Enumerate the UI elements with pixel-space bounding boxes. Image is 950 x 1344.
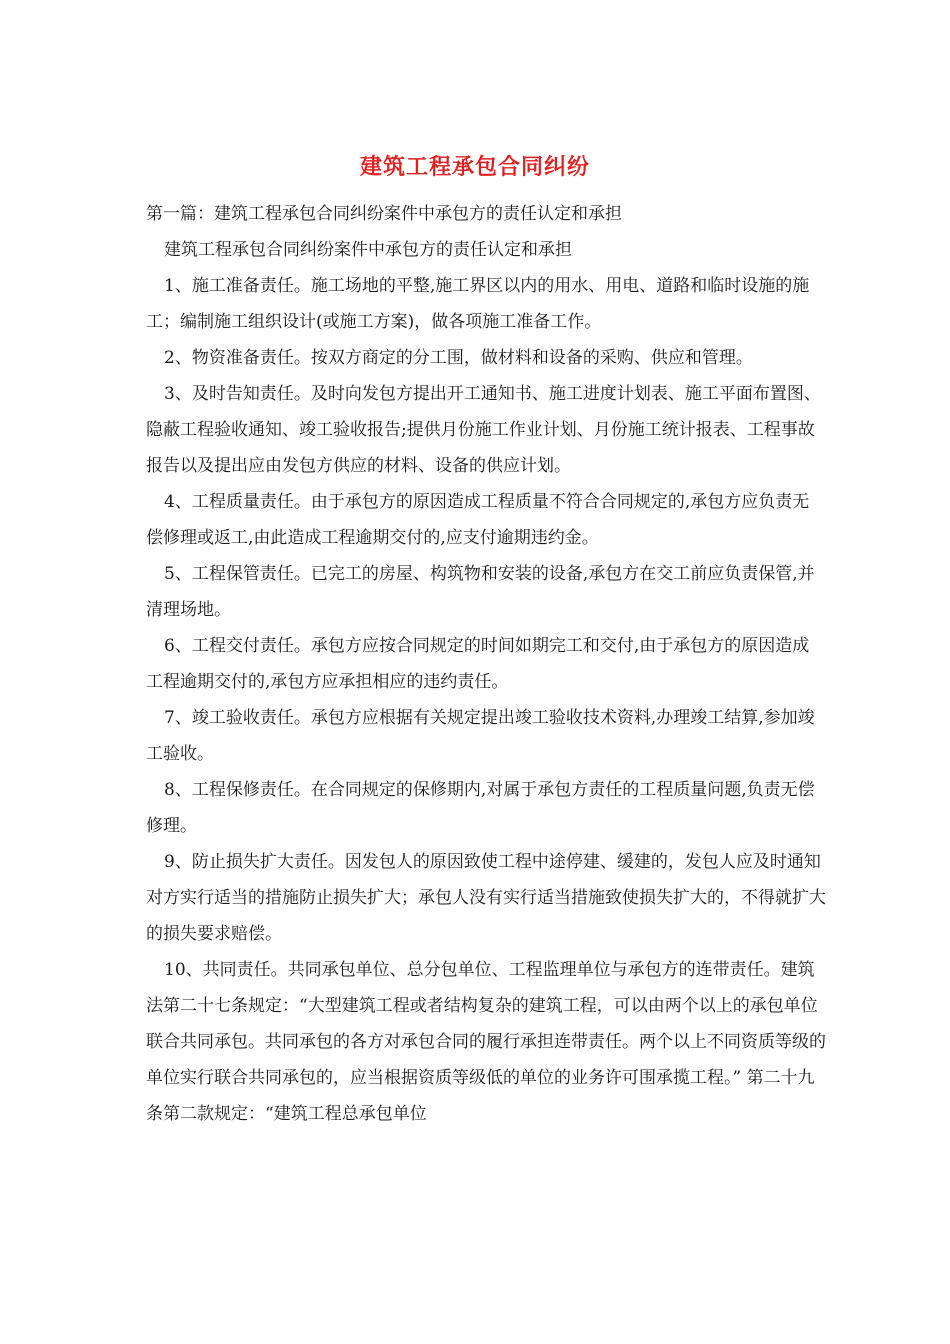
document-title: 建筑工程承包合同纠纷 xyxy=(359,154,590,180)
paragraph-1: 1、施工准备责任。施工场地的平整,施工界区以内的用水、用电、道路和临时设施的施工；编制施工组织设计(或施工方案)，做各项施工准备工作。 xyxy=(146,276,810,332)
paragraph-9: 9、防止损失扩大责任。因发包人的原因致使工程中途停建、缓建的，发包人应及时通知对方实行适当的措施防止损失扩大；承包人没有实行适当措施致使损失扩大的，不得就扩大的损失要求赔偿。 xyxy=(146,852,826,944)
paragraph-6: 6、工程交付责任。承包方应按合同规定的时间如期完工和交付,由于承包方的原因造成工程逾期交付的,承包方应承担相应的违约责任。 xyxy=(146,636,810,692)
paragraph-7: 7、竣工验收责任。承包方应根据有关规定提出竣工验收技术资料,办理竣工结算,参加竣工验收。 xyxy=(146,708,815,764)
paragraph-2: 2、物资准备责任。按双方商定的分工围，做材料和设备的采购、供应和管理。 xyxy=(164,348,753,368)
paragraph-5: 5、工程保管责任。已完工的房屋、构筑物和安装的设备,承包方在交工前应负责保管,并清理场地。 xyxy=(146,564,815,620)
paragraph-3: 3、及时告知责任。及时向发包方提出开工通知书、施工进度计划表、施工平面布置图、隐蔽工程验收通知、竣工验收报告;提供月份施工作业计划、月份施工统计报表、工程事故报告以及提出应由发包方供应的材料、设备的供应计划。 xyxy=(146,384,821,476)
paragraph-10: 10、共同责任。共同承包单位、总分包单位、工程监理单位与承包方的连带责任。建筑法第二十七条规定：“大型建筑工程或者结构复杂的建筑工程，可以由两个以上的承包单位联合共同承包。共同承包的各方对承包合同的履行承担连带责任。两个以上不同资质等级的单位实行联合共同承包的，应当根据资质等级低的单位的业务许可围承揽工程。” 第二十九条第二款规定：“建筑工程总承包单位 xyxy=(146,960,826,1124)
paragraph-4: 4、工程质量责任。由于承包方的原因造成工程质量不符合合同规定的,承包方应负责无偿修理或返工,由此造成工程逾期交付的,应支付逾期违约金。 xyxy=(146,492,810,548)
paragraph-8: 8、工程保修责任。在合同规定的保修期内,对属于承包方责任的工程质量问题,负责无偿修理。 xyxy=(146,780,815,836)
section-subtitle: 建筑工程承包合同纠纷案件中承包方的责任认定和承担 xyxy=(164,240,572,260)
document-body xyxy=(146,196,826,1132)
part-heading: 第一篇：建筑工程承包合同纠纷案件中承包方的责任认定和承担 xyxy=(146,204,622,224)
